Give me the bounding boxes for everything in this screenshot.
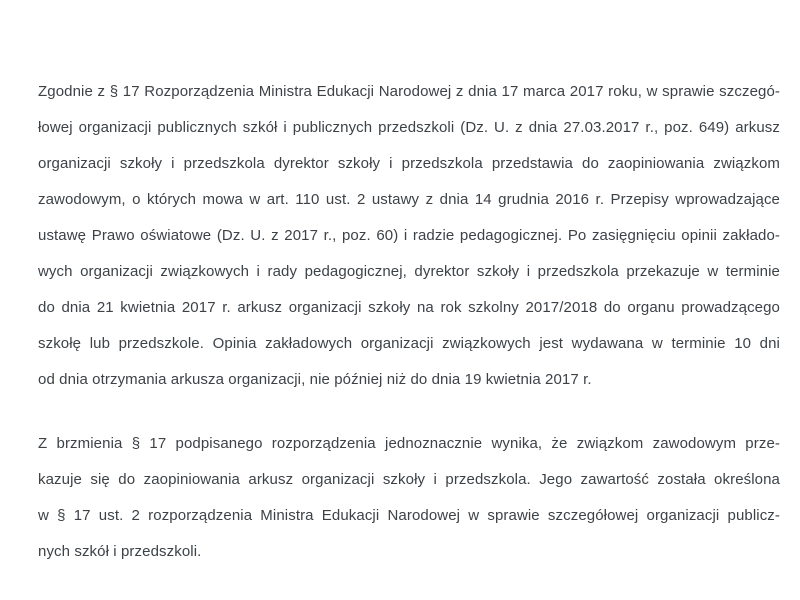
text-line: łowej organizacji publicznych szkół i publicznych przedszkoli (Dz. U. z dnia 27.03.2017 r., poz. 649) arkusz <box>38 119 780 136</box>
text-line: od dnia otrzymania arkusza organizacji, nie później niż do dnia 19 kwietnia 2017 r. <box>38 371 592 388</box>
text-line: do dnia 21 kwietnia 2017 r. arkusz organizacji szkoły na rok szkolny 2017/2018 do organu prowadzącego <box>38 299 780 316</box>
text-line: w § 17 ust. 2 rozporządzenia Ministra Edukacji Narodowej w sprawie szczegółowej organizacji publicz- <box>38 507 780 524</box>
document-body <box>38 74 780 598</box>
text-line: wych organizacji związkowych i rady pedagogicznej, dyrektor szkoły i przedszkola przekazuje w terminie <box>38 263 780 280</box>
paragraph <box>38 426 780 570</box>
text-line: organizacji szkoły i przedszkola dyrektor szkoły i przedszkola przedstawia do zaopiniowania związkom <box>38 155 780 172</box>
text-line: szkołę lub przedszkole. Opinia zakładowych organizacji związkowych jest wydawana w terminie 10 dni <box>38 335 780 352</box>
text-line: kazuje się do zaopiniowania arkusz organizacji szkoły i przedszkola. Jego zawartość została określona <box>38 471 780 488</box>
text-line: zawodowym, o których mowa w art. 110 ust. 2 ustawy z dnia 14 grudnia 2016 r. Przepisy wprowadzające <box>38 191 780 208</box>
paragraph <box>38 74 780 398</box>
text-line: Zgodnie z § 17 Rozporządzenia Ministra Edukacji Narodowej z dnia 17 marca 2017 roku, w sprawie szczegó- <box>38 83 780 100</box>
text-line: ustawę Prawo oświatowe (Dz. U. z 2017 r., poz. 60) i radzie pedagogicznej. Po zasięgnięciu opinii zakłado- <box>38 227 780 244</box>
paragraphs-container <box>38 74 780 570</box>
text-line: nych szkół i przedszkoli. <box>38 543 202 560</box>
text-line: Z brzmienia § 17 podpisanego rozporządzenia jednoznacznie wynika, że związkom zawodowym prze- <box>38 435 780 452</box>
